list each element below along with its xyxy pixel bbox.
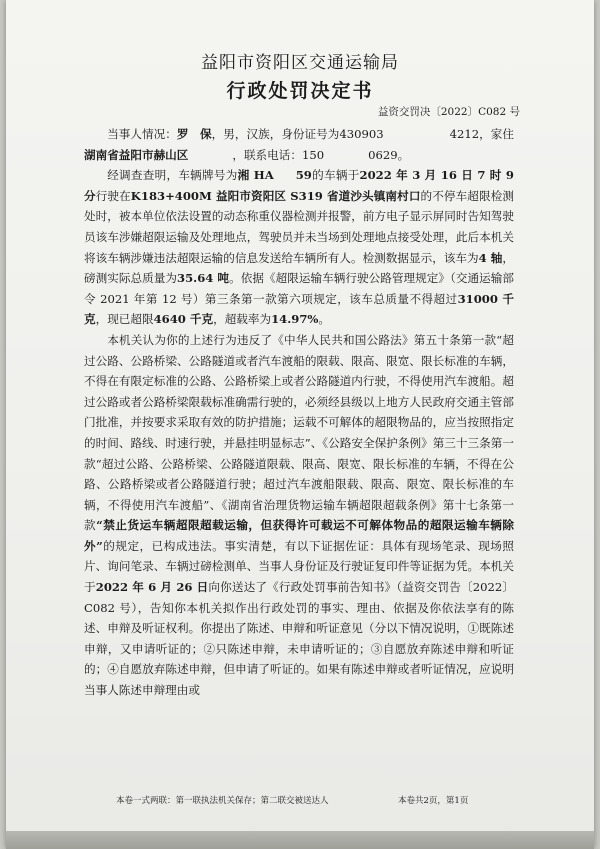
document-body (84, 124, 514, 701)
issuing-authority: 益阳市资阳区交通运输局 (201, 53, 399, 73)
notice-date: 2022 年 6 月 26 日 (95, 580, 209, 595)
violation-location: K183+400M 益阳市资阳区 S319 省道沙头镇南村口 (130, 188, 421, 203)
gross-weight: 35.64 吨 (177, 271, 230, 286)
copies-note: 本卷一式两联：第一联执法机关保存；第二联交被送达人 (116, 796, 329, 806)
party-name: 罗 保 (176, 127, 212, 141)
plate-number-suffix: 59 (295, 168, 312, 183)
overload-rate: 14.97% (271, 312, 319, 327)
id-number-prefix: 430903 (339, 127, 384, 141)
facts-paragraph: 经调查查明，车辆牌号为湘 HA 59的车辆于2022 年 3 月 16 日 7 时 9 分行驶在K183+400M 益阳市资阳区 S319 省道沙头镇南村口的不停车超限检测处时，被本单位依法设置的动态称重仪器检测并报警，前方电子显示屏同时告知驾驶员该车涉嫌超限运输及处理地点，驾驶员并未当场到处理地点接受处理，此后本机关将该车辆涉嫌违法超限运输的信息发送给车辆所有人。检测数据显示，该车为4 轴，磅测实际总质量为35.64 吨。依据《超限运输车辆行驶公路管理规定》（交通运输部令 2021 年第 12 号）第三条第一款第六项规定，该车总质量不得超过31000 千克，现已超限4640 千克，超载率为14.97%。 (84, 168, 514, 327)
violation-datetime: 2022 年 3 月 16 日 7 时 9 分 (84, 168, 514, 203)
prohibition-quote: “禁止货运车辆超限超载运输，但获得许可载运不可解体物品的超限运输车辆除外” (84, 518, 514, 553)
document-number: 益资交罚决〔2022〕C082 号 (377, 106, 520, 118)
party-address: 湖南省益阳市赫山区 (84, 147, 189, 162)
weight-limit: 31000 千克 (84, 291, 514, 327)
party-paragraph: 当事人情况：罗 保，男，汉族，身份证号为430903 4212，家住湖南省益阳市赫山区 ，联系电话：150 0629。 (84, 127, 514, 162)
page-number: 本卷共2页，第1页 (398, 796, 469, 806)
plate-number-prefix: 湘 HA (237, 168, 274, 183)
legal-basis-paragraph: 本机关认为你的上述行为违反了《中华人民共和国公路法》第五十条第一款“超过公路、公路桥梁、公路隧道或者汽车渡船的限载、限高、限宽、限长标准的车辆，不得在有限定标准的公路、公路桥梁上或者公路隧道内行驶，不得使用汽车渡船。超过公路或者公路桥梁限载标准确需行驶的，必须经县级以上地方人民政府交通主管部门批准，并按要求采取有效的防护措施；运载不可解体的超限物品的，应当按照指定的时间、路线、时速行驶，并悬挂明显标志”、《公路安全保护条例》第三十三条第一款“超过公路、公路桥梁、公路隧道限载、限高、限宽、限长标准的车辆，不得在公路、公路桥梁或者公路隧道行驶；超过汽车渡船限载、限高、限宽、限长标准的车辆，不得使用汽车渡船”、《湖南省治理货物运输车辆超限超载条例》第十七条第一款“禁止货运车辆超限超载运输，但获得许可载运不可解体物品的超限运输车辆除外”的规定，已构成违法。事实清楚，有以下证据佐证：具体有现场笔录、现场照片、询问笔录、车辆过磅检测单、当事人身份证及行驶证复印件等证据为凭。本机关于2022 年 6 月 26 日向你送达了《行政处罚事前告知书》（益资交罚告〔2022〕C082 号），告知你本机关拟作出行政处罚的事实、理由、依据及你依法享有的陈述、申辩及听证权利。你提出了陈述、申辩和听证意见（分以下情况说明，①既陈述申辩，又申请听证的；②只陈述申辩，未申请听证的；③自愿放弃陈述申辩和听证的；④自愿放弃陈述申辩，但申请了听证的。如果有陈述申辩或者听证情况，应说明当事人陈述申辩理由或 (84, 332, 514, 698)
overweight-amount: 4640 千克 (153, 312, 214, 327)
document-title: 行政处罚决定书 (226, 80, 374, 102)
phone-prefix: 150 (301, 147, 325, 162)
phone-suffix: 0629 (368, 147, 398, 162)
axle-count: 4 轴 (478, 250, 503, 265)
page-shadow-band (6, 831, 594, 849)
id-number-suffix: 4212 (449, 127, 480, 141)
